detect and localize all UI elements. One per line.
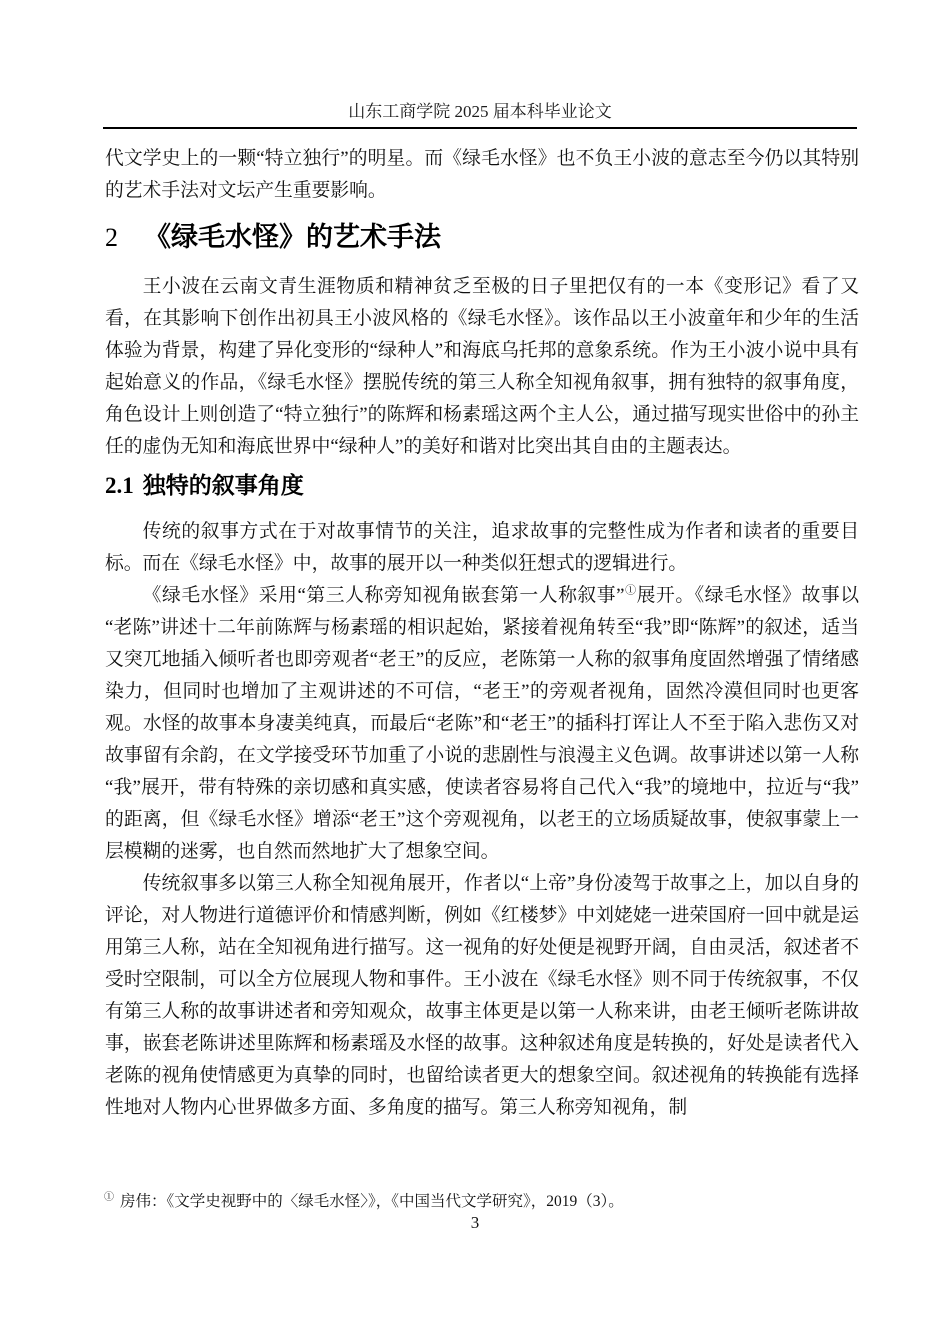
footnote-marker: ① xyxy=(104,1191,114,1203)
running-header-title: 山东工商学院 2025 届本科毕业论文 xyxy=(348,102,612,121)
paragraph-third-person-comparison: 传统叙事多以第三人称全知视角展开，作者以“上帝”身份凌驾于故事之上，加以自身的评论，对人物进行道德评价和情感判断，例如《红楼梦》中刘姥姥一进荣国府一回中就是运用第三人称，站在全知视角进行描写。这一视角的好处便是视野开阔，自由灵活，叙述者不受时空限制，可以全方位展现人物和事件。王小波在《绿毛水怪》则不同于传统叙事，不仅有第三人称的故事讲述者和旁知观众，故事主体更是以第一人称来讲，由老王倾听老陈讲故事，嵌套老陈讲述里陈辉和杨素瑶及水怪的故事。这种叙述角度是转换的，好处是读者代入老陈的视角使情感更为真挚的同时，也留给读者更大的想象空间。叙述视角的转换能有选择性地对人物内心世界做多方面、多角度的描写。第三人称旁知视角，制 xyxy=(105,873,859,1118)
section-title: 《绿毛水怪》的艺术手法 xyxy=(144,222,441,252)
document-body xyxy=(105,143,859,1124)
narrative-text-before-reference: 《绿毛水怪》采用“第三人称旁知视角嵌套第一人称叙事” xyxy=(142,585,625,606)
narrative-text-after-reference: 展开。《绿毛水怪》故事以“老陈”讲述十二年前陈辉与杨素瑶的相识起始，紧接着视角转至“我”即“陈辉”的叙述，适当又突兀地插入倾听者也即旁观者“老王”的反应，老陈第一人称的叙事角度固然增强了情绪感染力，但同时也增加了主观讲述的不可信，“老王”的旁观者视角，固然冷漠但同时也更客观。水怪的故事本身凄美纯真，而最后“老陈”和“老王”的插科打诨让人不至于陷入悲伤又对故事留有余韵，在文学接受环节加重了小说的悲剧性与浪漫主义色调。故事讲述以第一人称“我”展开，带有特殊的亲切感和真实感，使读者容易将自己代入“我”的境地中，拉近与“我”的距离，但《绿毛水怪》增添“老王”这个旁观视角，以老王的立场质疑故事，使叙事蒙上一层模糊的迷雾，也自然而然地扩大了想象空间。 xyxy=(105,585,860,862)
footnote-reference-marker: ① xyxy=(624,584,637,597)
subsection-title: 独特的叙事角度 xyxy=(142,473,304,498)
footnote-text: 房伟：《文学史视野中的〈绿毛水怪〉》，《中国当代文学研究》，2019（3）。 xyxy=(120,1193,624,1210)
section-heading xyxy=(105,220,859,255)
subsection-heading xyxy=(105,471,859,501)
paragraph-traditional-narration: 传统的叙事方式在于对故事情节的关注，追求故事的完整性成为作者和读者的重要目标。而在《绿毛水怪》中，故事的展开以一种类似狂想式的逻辑进行。 xyxy=(105,521,859,574)
subsection-number: 2.1 xyxy=(105,473,134,498)
paragraph-nested-narration xyxy=(105,580,859,868)
section-number: 2 xyxy=(105,223,118,252)
paragraph-continuation: 代文学史上的一颗“特立独行”的明星。而《绿毛水怪》也不负王小波的意志至今仍以其特别的艺术手法对文坛产生重要影响。 xyxy=(105,148,859,201)
header-rule xyxy=(103,127,857,129)
page-header xyxy=(103,102,857,129)
page-number: 3 xyxy=(470,1213,480,1232)
footnote xyxy=(104,1191,858,1213)
paragraph-artistic-overview: 王小波在云南文青生涯物质和精神贫乏至极的日子里把仅有的一本《变形记》看了又看，在其影响下创作出初具王小波风格的《绿毛水怪》。该作品以王小波童年和少年的生活体验为背景，构建了异化变形的“绿种人”和海底乌托邦的意象系统。作为王小波小说中具有起始意义的作品，《绿毛水怪》摆脱传统的第三人称全知视角叙事，拥有独特的叙事角度，角色设计上则创造了“特立独行”的陈辉和杨素瑶这两个主人公，通过描写现实世俗中的孙主任的虚伪无知和海底世界中“绿种人”的美好和谐对比突出其自由的主题表达。 xyxy=(105,276,859,457)
